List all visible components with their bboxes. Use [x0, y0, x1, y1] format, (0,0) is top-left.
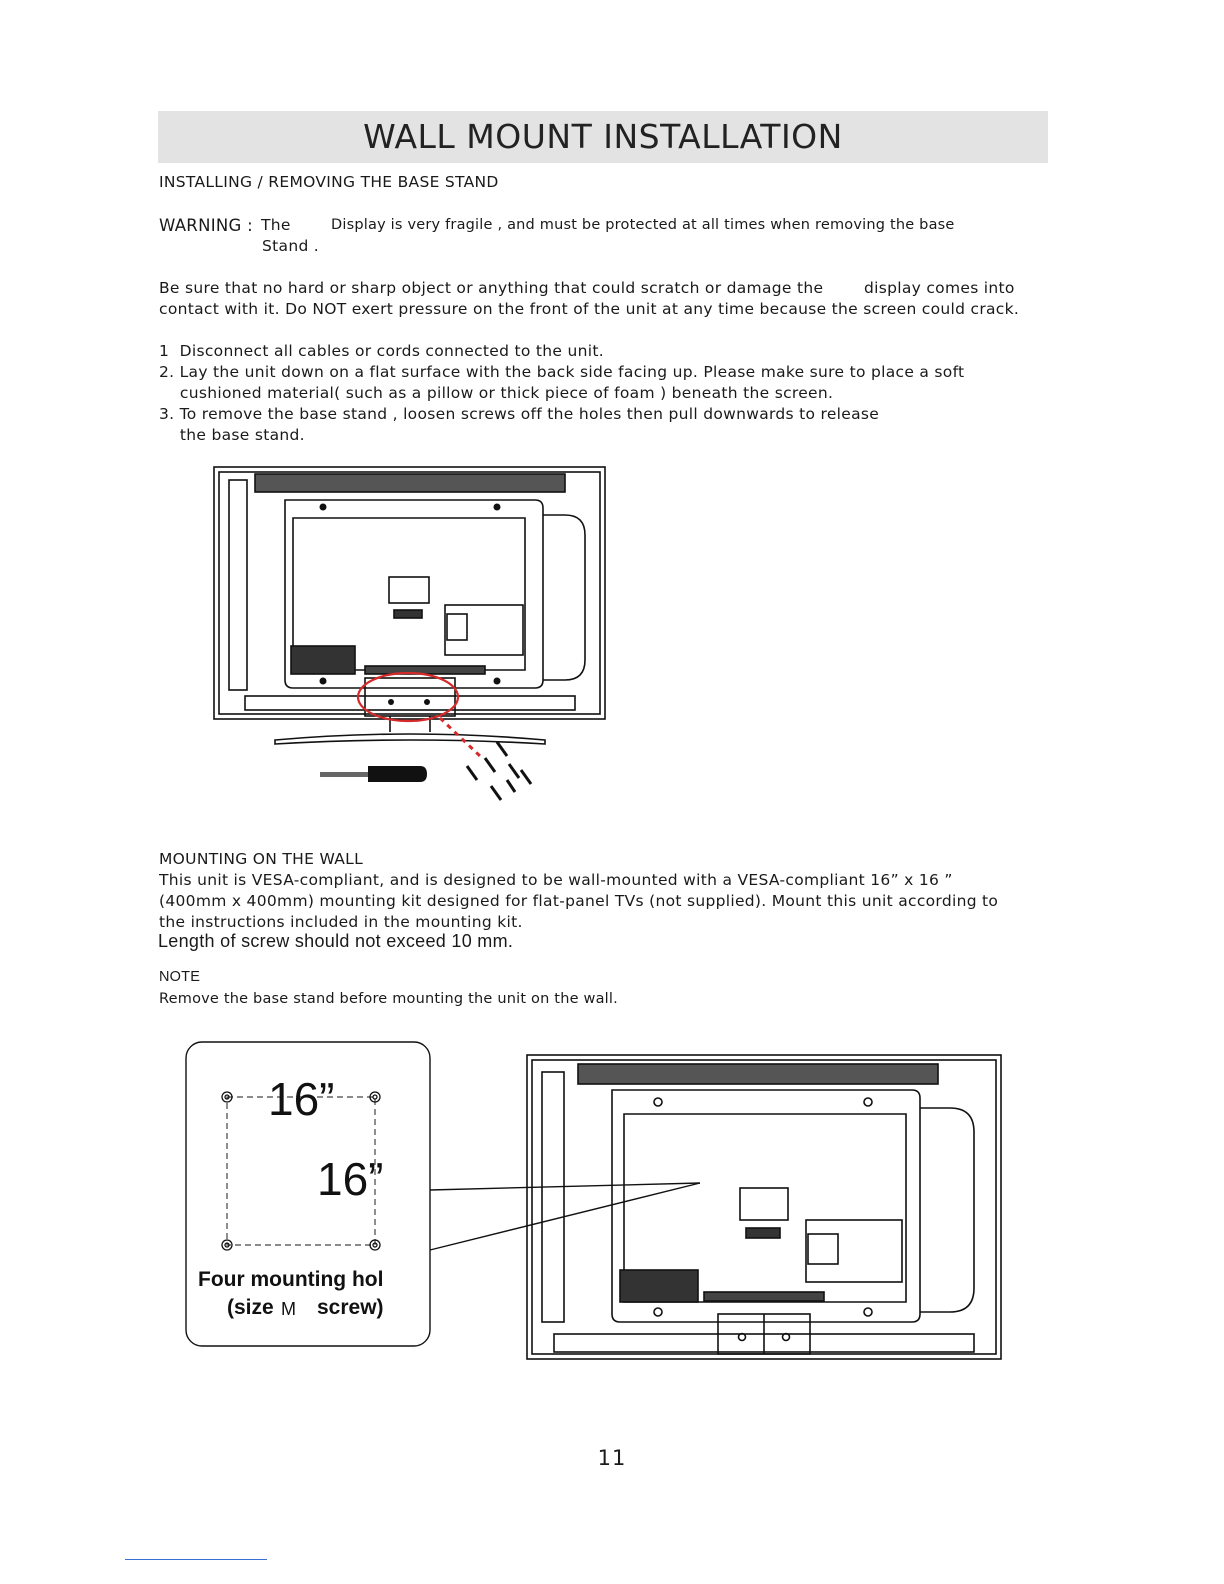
step-1: 1 Disconnect all cables or cords connected to the unit. [159, 342, 604, 360]
dimension-horizontal: 16” [268, 1073, 335, 1125]
caution-paragraph-line1b: display comes into [864, 279, 1015, 297]
title-bar [158, 111, 1048, 163]
vesa-line-1: This unit is VESA-compliant, and is designed to be wall-mounted with a VESA-compliant 16” x 16 ” [159, 871, 953, 889]
caution-paragraph-line2: contact with it. Do NOT exert pressure on the front of the unit at any time because the screen could crack. [159, 300, 1020, 318]
mounting-holes-label: Four mounting hol [198, 1268, 384, 1291]
step-3: 3. To remove the base stand , loosen screws off the holes then pull downwards to release [159, 405, 880, 423]
step-3-cont: the base stand. [159, 426, 305, 444]
screw-size-m: M [281, 1299, 296, 1319]
warning-text-a: The [261, 216, 291, 234]
tv-back-wall-mount-diagram [524, 1052, 1004, 1364]
warning-text-line2: Stand . [262, 237, 320, 255]
warning-text-b: Display is very fragile , and must be protected at all times when removing the base [331, 217, 955, 233]
tv-back-stand-removal-diagram [205, 460, 615, 820]
note-text: Remove the base stand before mounting the unit on the wall. [159, 991, 618, 1007]
section-heading-wall-mount: MOUNTING ON THE WALL [159, 850, 364, 868]
vesa-line-3: the instructions included in the mounting kit. [159, 913, 523, 931]
note-heading: NOTE [159, 969, 201, 985]
screw-size-label-a: (size [227, 1296, 274, 1319]
step-2: 2. Lay the unit down on a flat surface with the back side facing up. Please make sure to place a soft [159, 363, 965, 381]
step-2-cont: cushioned material( such as a pillow or thick piece of foam ) beneath the screen. [159, 384, 834, 402]
warning-label: WARNING : [159, 216, 254, 235]
vesa-line-2: (400mm x 400mm) mounting kit designed for flat-panel TVs (not supplied). Mount this unit according to [159, 892, 999, 910]
footer-rule [125, 1559, 267, 1560]
page-number: 11 [597, 1446, 627, 1470]
dimension-vertical: 16” [317, 1153, 384, 1205]
page-title: WALL MOUNT INSTALLATION [363, 117, 843, 156]
screw-length-note: Length of screw should not exceed 10 mm. [158, 931, 514, 951]
section-heading-base-stand: INSTALLING / REMOVING THE BASE STAND [159, 173, 499, 191]
caution-paragraph-line1a: Be sure that no hard or sharp object or anything that could scratch or damage the [159, 279, 824, 297]
screw-size-label-b: screw) [317, 1296, 384, 1319]
